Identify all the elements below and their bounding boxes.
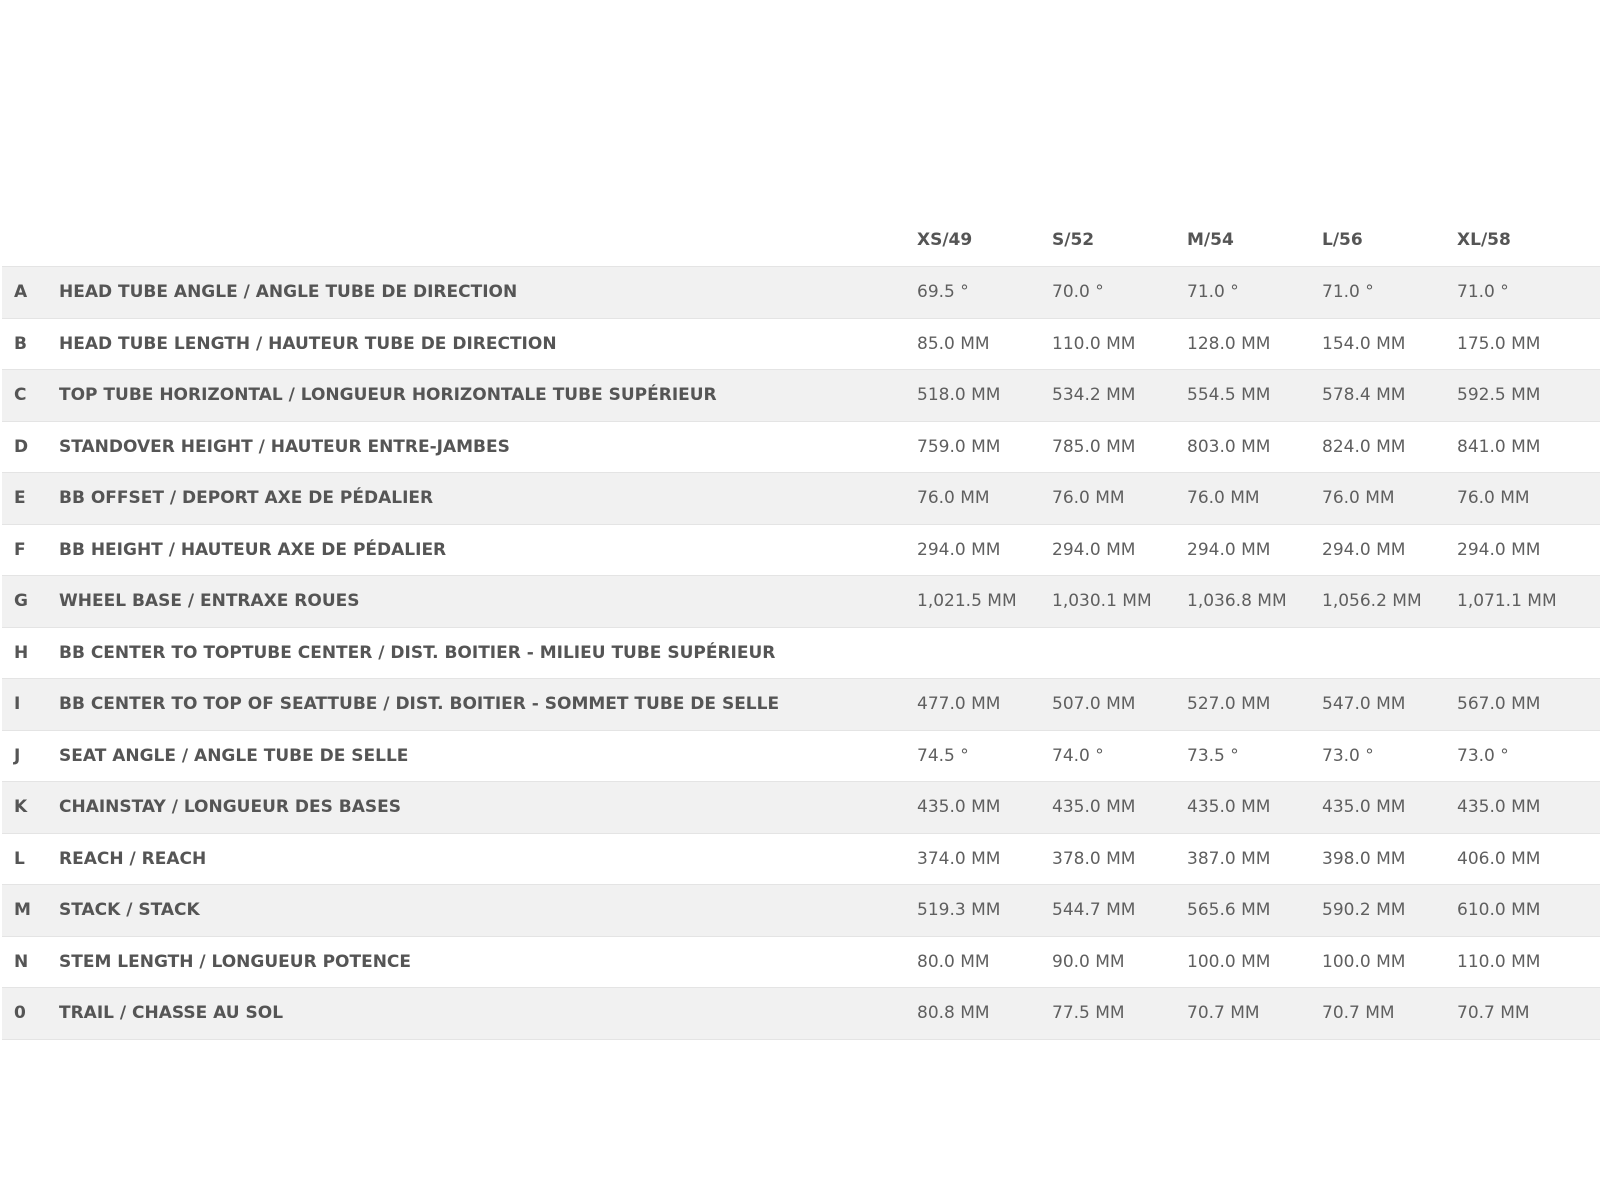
table-row	[2, 628, 1600, 680]
measurement-value: 785.0 MM	[1052, 436, 1136, 457]
measurement-value: 1,030.1 MM	[1052, 591, 1152, 612]
measurement-value: 76.0 MM	[917, 488, 990, 509]
measurement-value: 435.0 MM	[1052, 797, 1136, 818]
table-row	[2, 834, 1600, 886]
measurement-name: STEM LENGTH / LONGUEUR POTENCE	[59, 951, 412, 972]
measurement-value: 590.2 MM	[1322, 900, 1406, 921]
measurement-value: 544.7 MM	[1052, 900, 1136, 921]
measurement-name: TOP TUBE HORIZONTAL / LONGUEUR HORIZONTALE TUBE SUPÉRIEUR	[59, 385, 717, 406]
table-row	[2, 731, 1600, 783]
measurement-value: 128.0 MM	[1187, 333, 1271, 354]
measurement-value: 76.0 MM	[1052, 488, 1125, 509]
row-letter: B	[14, 333, 27, 354]
measurement-value: 100.0 MM	[1187, 951, 1271, 972]
size-header-l: L/56	[1322, 229, 1363, 250]
measurement-value: 76.0 MM	[1322, 488, 1395, 509]
row-letter: F	[14, 539, 26, 560]
measurement-value: 70.7 MM	[1322, 1003, 1395, 1024]
measurement-value: 547.0 MM	[1322, 694, 1406, 715]
table-body	[2, 267, 1600, 1040]
measurement-value: 73.5 °	[1187, 745, 1239, 766]
measurement-value: 1,036.8 MM	[1187, 591, 1287, 612]
row-letter: K	[14, 797, 28, 818]
table-header-row	[2, 213, 1600, 267]
measurement-value: 77.5 MM	[1052, 1003, 1125, 1024]
measurement-name: STACK / STACK	[59, 900, 200, 921]
table-row	[2, 782, 1600, 834]
row-letter: M	[14, 900, 31, 921]
table-row	[2, 576, 1600, 628]
measurement-value: 76.0 MM	[1457, 488, 1530, 509]
measurement-name: CHAINSTAY / LONGUEUR DES BASES	[59, 797, 402, 818]
measurement-value: 1,021.5 MM	[917, 591, 1017, 612]
measurement-value: 374.0 MM	[917, 848, 1001, 869]
measurement-value: 70.0 °	[1052, 282, 1104, 303]
measurement-name: BB OFFSET / DEPORT AXE DE PÉDALIER	[59, 488, 434, 509]
measurement-value: 74.0 °	[1052, 745, 1104, 766]
measurement-value: 578.4 MM	[1322, 385, 1406, 406]
measurement-value: 74.5 °	[917, 745, 969, 766]
measurement-value: 70.7 MM	[1187, 1003, 1260, 1024]
measurement-value: 398.0 MM	[1322, 848, 1406, 869]
measurement-value: 73.0 °	[1322, 745, 1374, 766]
measurement-value: 69.5 °	[917, 282, 969, 303]
table-row	[2, 370, 1600, 422]
measurement-name: WHEEL BASE / ENTRAXE ROUES	[59, 591, 360, 612]
measurement-value: 70.7 MM	[1457, 1003, 1530, 1024]
row-letter: L	[14, 848, 25, 869]
measurement-value: 294.0 MM	[917, 539, 1001, 560]
table-row	[2, 885, 1600, 937]
measurement-value: 567.0 MM	[1457, 694, 1541, 715]
measurement-value: 824.0 MM	[1322, 436, 1406, 457]
measurement-value: 610.0 MM	[1457, 900, 1541, 921]
measurement-value: 71.0 °	[1457, 282, 1509, 303]
measurement-value: 1,056.2 MM	[1322, 591, 1422, 612]
measurement-name: BB HEIGHT / HAUTEUR AXE DE PÉDALIER	[59, 539, 447, 560]
measurement-name: REACH / REACH	[59, 848, 207, 869]
measurement-value: 100.0 MM	[1322, 951, 1406, 972]
measurement-value: 477.0 MM	[917, 694, 1001, 715]
measurement-value: 73.0 °	[1457, 745, 1509, 766]
measurement-value: 554.5 MM	[1187, 385, 1271, 406]
measurement-value: 378.0 MM	[1052, 848, 1136, 869]
row-letter: G	[14, 591, 28, 612]
measurement-value: 80.8 MM	[917, 1003, 990, 1024]
measurement-value: 80.0 MM	[917, 951, 990, 972]
measurement-value: 507.0 MM	[1052, 694, 1136, 715]
measurement-value: 387.0 MM	[1187, 848, 1271, 869]
table-row	[2, 679, 1600, 731]
measurement-value: 76.0 MM	[1187, 488, 1260, 509]
measurement-name: BB CENTER TO TOPTUBE CENTER / DIST. BOITIER - MILIEU TUBE SUPÉRIEUR	[59, 642, 776, 663]
table-row	[2, 319, 1600, 371]
measurement-name: SEAT ANGLE / ANGLE TUBE DE SELLE	[59, 745, 409, 766]
measurement-value: 435.0 MM	[1187, 797, 1271, 818]
size-header-m: M/54	[1187, 229, 1234, 250]
row-letter: D	[14, 436, 29, 457]
size-header-xl: XL/58	[1457, 229, 1511, 250]
row-letter: A	[14, 282, 28, 303]
measurement-value: 518.0 MM	[917, 385, 1001, 406]
measurement-value: 841.0 MM	[1457, 436, 1541, 457]
row-letter: E	[14, 488, 26, 509]
measurement-value: 527.0 MM	[1187, 694, 1271, 715]
measurement-value: 294.0 MM	[1187, 539, 1271, 560]
table-row	[2, 473, 1600, 525]
measurement-value: 294.0 MM	[1457, 539, 1541, 560]
row-letter: H	[14, 642, 29, 663]
measurement-value: 294.0 MM	[1052, 539, 1136, 560]
row-letter: 0	[14, 1003, 26, 1024]
measurement-value: 406.0 MM	[1457, 848, 1541, 869]
measurement-value: 71.0 °	[1322, 282, 1374, 303]
measurement-value: 803.0 MM	[1187, 436, 1271, 457]
table-row	[2, 422, 1600, 474]
row-letter: J	[14, 745, 21, 766]
measurement-value: 565.6 MM	[1187, 900, 1271, 921]
measurement-name: STANDOVER HEIGHT / HAUTEUR ENTRE-JAMBES	[59, 436, 510, 457]
size-header-s: S/52	[1052, 229, 1095, 250]
measurement-value: 294.0 MM	[1322, 539, 1406, 560]
measurement-value: 435.0 MM	[1457, 797, 1541, 818]
table-row	[2, 525, 1600, 577]
measurement-name: BB CENTER TO TOP OF SEATTUBE / DIST. BOITIER - SOMMET TUBE DE SELLE	[59, 694, 780, 715]
measurement-value: 175.0 MM	[1457, 333, 1541, 354]
size-header-xs: XS/49	[917, 229, 973, 250]
measurement-name: HEAD TUBE LENGTH / HAUTEUR TUBE DE DIRECTION	[59, 333, 557, 354]
measurement-value: 435.0 MM	[917, 797, 1001, 818]
measurement-value: 110.0 MM	[1457, 951, 1541, 972]
measurement-value: 110.0 MM	[1052, 333, 1136, 354]
row-letter: I	[14, 694, 21, 715]
measurement-value: 435.0 MM	[1322, 797, 1406, 818]
measurement-value: 90.0 MM	[1052, 951, 1125, 972]
table-row	[2, 267, 1600, 319]
measurement-value: 85.0 MM	[917, 333, 990, 354]
measurement-value: 759.0 MM	[917, 436, 1001, 457]
table-row	[2, 937, 1600, 989]
measurement-value: 154.0 MM	[1322, 333, 1406, 354]
measurement-name: HEAD TUBE ANGLE / ANGLE TUBE DE DIRECTION	[59, 282, 518, 303]
geometry-table	[2, 213, 1600, 1040]
measurement-value: 71.0 °	[1187, 282, 1239, 303]
measurement-value: 1,071.1 MM	[1457, 591, 1557, 612]
measurement-value: 592.5 MM	[1457, 385, 1541, 406]
measurement-value: 519.3 MM	[917, 900, 1001, 921]
measurement-name: TRAIL / CHASSE AU SOL	[59, 1003, 284, 1024]
row-letter: N	[14, 951, 29, 972]
table-row	[2, 988, 1600, 1040]
measurement-value: 534.2 MM	[1052, 385, 1136, 406]
row-letter: C	[14, 385, 27, 406]
